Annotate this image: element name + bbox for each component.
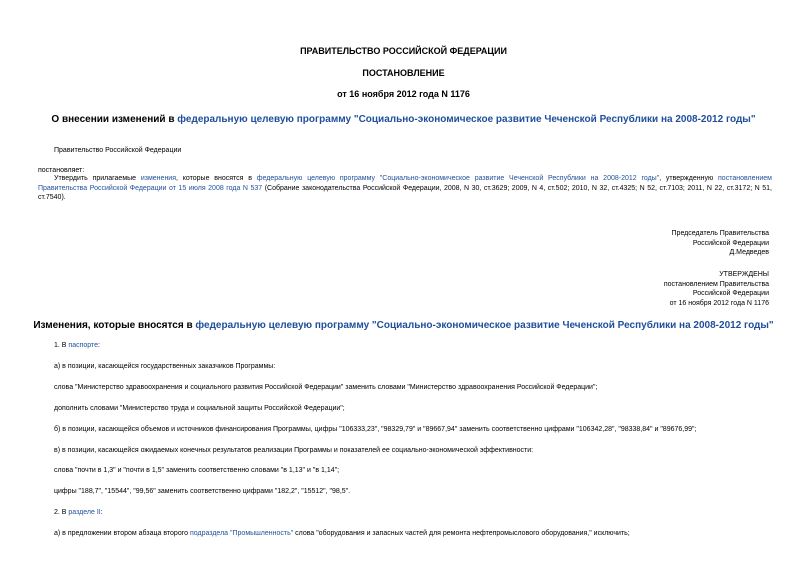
approval-paragraph [38,174,772,203]
program-link-inline[interactable]: федеральную целевую программу "Социально-экономическое развитие Чеченской Республики на 2008-2012 годы" [256,175,660,182]
item-2 [54,508,103,518]
paragraph-text: Утвердить прилагаемые [54,175,141,182]
item-1v-digits: цифры "188,7", "15544", "99,56" заменить соответственно цифрами "182,2", "15512", "98,5". [54,488,351,495]
title-prefix: О внесении изменений в [51,114,178,125]
changes-link[interactable]: изменения [140,175,177,182]
government-heading: ПРАВИТЕЛЬСТВО РОССИЙСКОЙ ФЕДЕРАЦИИ [300,46,507,56]
document-type: ПОСТАНОВЛЕНИЕ [362,68,445,78]
document-date-number: от 16 ноября 2012 года N 1176 [337,89,470,99]
paragraph-text: , которые вносятся в [176,175,257,182]
item-1v: в) в позиции, касающейся ожидаемых конечных результатов реализации Программы и показателей ее социально-экономической эффективности: [54,447,534,454]
changes-title-prefix: Изменения, которые вносятся в [33,320,196,331]
item-text: : [100,509,103,516]
item-text: слова "оборудования и запасных частей для ремонта нефтепромыслового оборудования," исключить; [293,530,630,537]
approval-line: постановлением Правительства [663,280,769,288]
paragraph-text: , утвержденную [659,175,719,182]
approval-line: от 16 ноября 2012 года N 1176 [669,299,769,307]
item-2a [54,529,630,539]
item-text: 2. В [54,509,69,516]
resolution-537-link[interactable]: постановлением Правительства Российской Федерации от 15 июля 2008 года N 537 [38,175,772,192]
item-1a: а) в позиции, касающейся государственных заказчиков Программы: [54,363,276,370]
document-title [0,114,807,125]
signature-line: Российской Федерации [692,239,769,247]
item-1b: б) в позиции, касающейся объемов и источников финансирования Программы, цифры "106333,23", "98329,79" и "89667,94" заменить соответственно цифрами "106342,28", "98338,84" и "89676,99"; [54,426,697,433]
approval-line: УТВЕРЖДЕНЫ [719,271,769,278]
resolves-text: постановляет: [38,167,85,174]
item-1v-words: слова "почти в 1,3" и "почти в 1,5" заменить соответственно словами "в 1,13" и "в 1,14"; [54,467,340,474]
item-1a-words: слова "Министерство здравоохранения и социального развития Российской Федерации" заменить словами "Министерство здравоохранения Российской Федерации"; [54,384,598,391]
changes-title [0,320,807,331]
signature-block [672,229,769,258]
signature-line: Д.Медведев [729,249,769,256]
program-link[interactable]: федеральную целевую программу "Социально-экономическое развитие Чеченской Республики на 2008-2012 годы" [177,114,756,125]
item-1a-add: дополнить словами "Министерство труда и социальной защиты Российской Федерации"; [54,405,345,412]
item-1 [54,341,100,351]
section-2-link[interactable]: разделе II [68,509,101,516]
approval-block [664,270,769,308]
passport-link[interactable]: паспорте [68,342,99,349]
item-text: : [98,342,100,349]
changes-program-link[interactable]: федеральную целевую программу "Социально-экономическое развитие Чеченской Республики на 2008-2012 годы" [195,320,774,331]
item-text: 1. В [54,342,69,349]
paragraph-text: (Собрание законодательства Российской Федерации, 2008, N 30, ст.3629; 2009, N 4, ст.502; 2010, N 32, ст.4325; N 52, ст.7103; 2011, N 22, ст.3172; N 51, ст.7540). [38,184,772,201]
signature-line: Председатель Правительства [671,230,769,237]
issuer-text: Правительство Российской Федерации [54,147,182,154]
industry-subsection-link[interactable]: подраздела "Промышленность" [189,530,294,537]
item-text: а) в предложении втором абзаца второго [54,530,190,537]
approval-line: Российской Федерации [692,290,769,297]
